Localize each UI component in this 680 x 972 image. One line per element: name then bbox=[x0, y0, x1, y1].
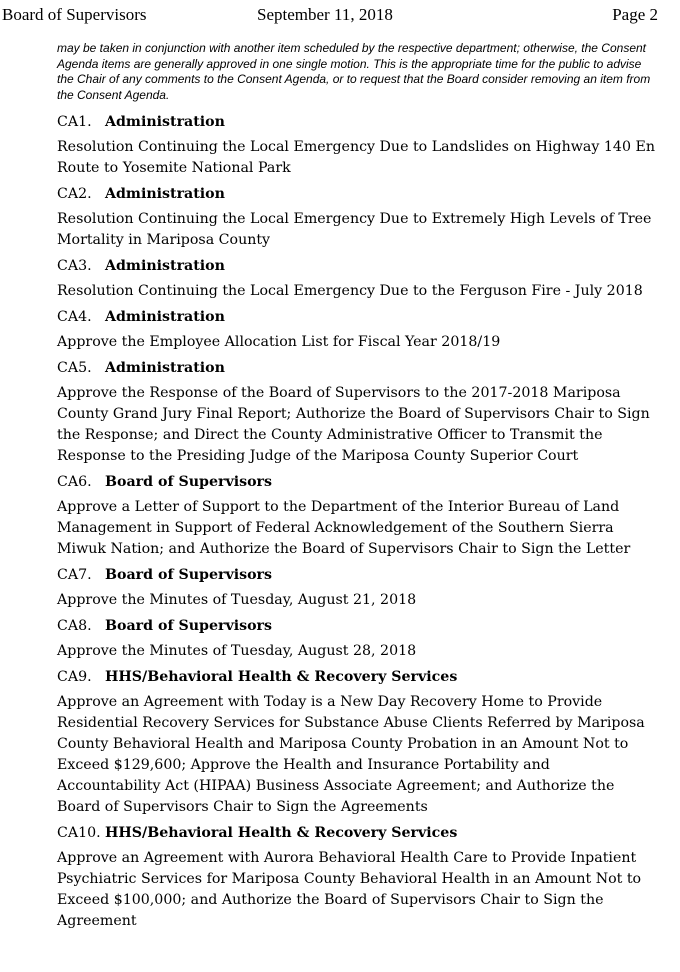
agenda-item-department: Administration bbox=[105, 360, 225, 377]
agenda-item-number: CA8. bbox=[57, 618, 92, 635]
agenda-item-description: Approve the Employee Allocation List for Fiscal Year 2018/19 bbox=[57, 334, 501, 351]
agenda-item-description: Approve an Agreement with Aurora Behavioral Health Care to Provide Inpatient Psychiatric Services for Mariposa County Behavioral Health in an Amount Not to Exceed $100,000; and Authorize the Board of Supervisors Chair to Sign the Agreement bbox=[57, 850, 642, 930]
agenda-item-number: CA9. bbox=[57, 669, 92, 686]
agenda-item-department: Administration bbox=[105, 114, 225, 131]
agenda-item-heading bbox=[57, 662, 655, 687]
agenda-item bbox=[57, 353, 655, 467]
agenda-item bbox=[57, 818, 655, 932]
consent-agenda-content bbox=[57, 41, 655, 932]
agenda-item-description: Approve a Letter of Support to the Department of the Interior Bureau of Land Management in Support of Federal Acknowledgement of the Southern Sierra Miwuk Nation; and Authorize the Board of Supervisors Chair to Sign the Letter bbox=[57, 499, 631, 558]
agenda-item-description: Resolution Continuing the Local Emergency Due to Extremely High Levels of Tree Mortality in Mariposa County bbox=[57, 211, 652, 249]
agenda-item-number: CA3. bbox=[57, 258, 92, 275]
agenda-item-department: HHS/Behavioral Health & Recovery Services bbox=[105, 669, 458, 686]
agenda-item-department: Administration bbox=[105, 186, 225, 203]
agenda-item-department: Board of Supervisors bbox=[105, 474, 273, 491]
header-organization: Board of Supervisors bbox=[2, 5, 147, 24]
page-header bbox=[0, 4, 680, 26]
agenda-item-heading bbox=[57, 560, 655, 585]
header-page-number: Page 2 bbox=[612, 5, 658, 24]
agenda-item-number: CA6. bbox=[57, 474, 92, 491]
agenda-item-heading bbox=[57, 353, 655, 378]
agenda-item bbox=[57, 251, 655, 302]
agenda-item bbox=[57, 560, 655, 611]
agenda-item-description: Approve the Minutes of Tuesday, August 21, 2018 bbox=[57, 592, 417, 609]
agenda-item-description: Approve the Minutes of Tuesday, August 28, 2018 bbox=[57, 643, 417, 660]
agenda-item-description: Resolution Continuing the Local Emergency Due to Landslides on Highway 140 En Route to Yosemite National Park bbox=[57, 139, 655, 177]
agenda-item-number: CA2. bbox=[57, 186, 92, 203]
agenda-item-department: HHS/Behavioral Health & Recovery Services bbox=[105, 825, 458, 842]
agenda-item-heading bbox=[57, 179, 655, 204]
agenda-item bbox=[57, 467, 655, 560]
agenda-item-department: Board of Supervisors bbox=[105, 567, 273, 584]
agenda-item-heading bbox=[57, 107, 655, 132]
agenda-item-heading bbox=[57, 818, 655, 843]
agenda-item bbox=[57, 302, 655, 353]
agenda-item-number: CA5. bbox=[57, 360, 92, 377]
agenda-item-heading bbox=[57, 611, 655, 636]
agenda-item bbox=[57, 107, 655, 179]
agenda-item-number: CA4. bbox=[57, 309, 92, 326]
agenda-item-number: CA7. bbox=[57, 567, 92, 584]
agenda-item-number: CA10. bbox=[57, 825, 101, 842]
agenda-item-department: Board of Supervisors bbox=[105, 618, 273, 635]
agenda-item-heading bbox=[57, 467, 655, 492]
header-date: September 11, 2018 bbox=[257, 5, 393, 24]
agenda-item-department: Administration bbox=[105, 309, 225, 326]
agenda-item-description: Approve the Response of the Board of Supervisors to the 2017-2018 Mariposa County Grand Jury Final Report; Authorize the Board of Supervisors Chair to Sign the Response; and Direct the County Administrative Officer to Transmit the Response to the Presiding Judge of the Mariposa County Superior Court bbox=[57, 385, 650, 465]
agenda-item-department: Administration bbox=[105, 258, 225, 275]
agenda-item-heading bbox=[57, 251, 655, 276]
agenda-item-number: CA1. bbox=[57, 114, 92, 131]
agenda-item-description: Approve an Agreement with Today is a New Day Recovery Home to Provide Residential Recovery Services for Substance Abuse Clients Referred by Mariposa County Behavioral Health and Mariposa County Probation in an Amount Not to Exceed $129,600; Approve the Health and Insurance Portability and Accountability Act (HIPAA) Business Associate Agreement; and Authorize the Board of Supervisors Chair to Sign the Agreements bbox=[57, 694, 645, 816]
agenda-item bbox=[57, 611, 655, 662]
agenda-item bbox=[57, 662, 655, 818]
agenda-item-description: Resolution Continuing the Local Emergency Due to the Ferguson Fire - July 2018 bbox=[57, 283, 643, 300]
consent-agenda-intro: may be taken in conjunction with another item scheduled by the respective department; otherwise, the Consent Agenda items are generally approved in one single motion. This is the appropriate time for the public to advise the Chair of any comments to the Consent Agenda, or to request that the Board consider removing an item from the Consent Agenda. bbox=[57, 41, 651, 102]
agenda-item bbox=[57, 179, 655, 251]
agenda-item-heading bbox=[57, 302, 655, 327]
